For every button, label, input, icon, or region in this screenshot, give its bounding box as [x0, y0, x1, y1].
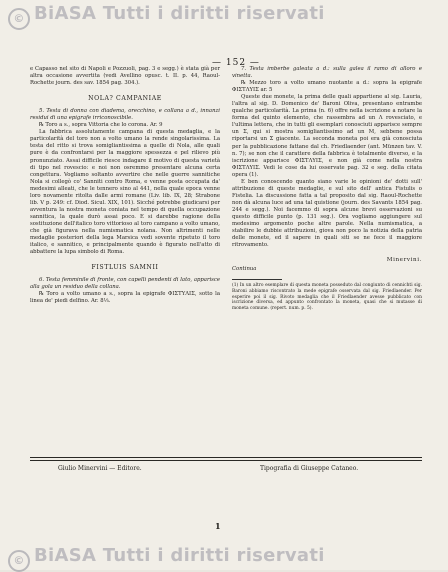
paragraph: ℞ Mezzo toro a volto umano nuotante a d.: sopra la epigrafe ΦΙΣΤΛΥΙΣ ar. 5 — [232, 80, 422, 94]
paragraph: ℞ Toro a s., sopra Vittoria che lo corona. Ar. 9 — [39, 122, 163, 129]
section-heading: NOLA? CAMPANIAE — [88, 95, 162, 103]
footer-editor: Giulio Minervini — Editore. — [58, 465, 142, 472]
watermark-bottom — [8, 545, 325, 572]
continua-label: Continua — [232, 266, 257, 273]
left-column — [30, 66, 220, 305]
section-heading: FISTLUIS SAMNII — [91, 264, 159, 272]
paragraph: ℞ Toro a volto umano a s., sopra la epigrafe ΦΙΣΤΥΛΙΣ, sotto la linea de' piedi delfino. Ar. 8⅓. — [30, 291, 220, 305]
library-logo-icon: © — [8, 8, 30, 30]
watermark-text: BiASA Tutti i diritti riservati — [34, 3, 325, 24]
author-signature: Minervini. — [386, 257, 422, 264]
footnote: (1) In un altro esemplare di questa moneta posseduto dal congiunto di cennichti sig. Baroni abbiamo riscontrato la mede epigrafe osservata dal sig. Friedlaender. Per esperire poi il sig. Rivoto medaglia che il Friedlaender avesse pubblicato con iscrizione diversa, ed appunto confrontato la moneta, quasi che si mutasse di moneta comune. (repert. num. p. 5). — [232, 283, 422, 311]
paragraph: La fabbrica assolutamente campana di questa medaglia, e la particolarità del toro non a volto umano la rende singolarissima. La testa del ritto si trova somigliantissima a quelle di Nola, alle quali pure è da confrontarsi per la maggiore spessezza e pel rilievo più pronunziato. Assai difficile riesce indagare il motivo di questa varietà di tipo nel rovescio: e noi non osremmo presentare alcuna certa congettura. Vogliamo soltanto avvertire che nelle guerre sannitiche Nola si collegò co' Sanniti contro Roma, e venne posta occupata da' medesimi alleati, che le tennero sino al 441, nella quale epoca venne loro novamente ritolta dalle armi romane (Liv. lib. IX, 28; Strabone lib. V p. 249: cf. Diod. Sicul. XIX, 101). Sicché potrebbe giudicarsi per avventura la nostra moneta coniata nel tempo di quella occupazione sannitica, la quale durò assai poco. E si darebbe ragione della sostituzione dell'italico toro vittorioso al toro campano a volto umano, che già figurava nella numismatica nolana. Non altrimenti nelle medaglie posteriori della lega Marsica vedi sovente ripetuto il toro italico, e sannitico, e principalmente quando è figurato nell'atto di abbattere la lupa simbolo di Roma. — [30, 129, 220, 256]
bottom-mark: 1 — [215, 521, 221, 531]
library-logo-icon: © — [8, 550, 30, 572]
paragraph: e Capasso nel sito di Napoli e Pozzuoli, pag. 3 e segg.) è stata già per altra occasione avvertita (vedi Avellino opusc. t. II. p. 44, Raoul-Rochette journ. des sav. 1854 pag. 304.). — [30, 66, 220, 87]
footnote-divider — [232, 279, 282, 280]
footer-rule — [30, 460, 422, 461]
footer-printer: Tipografia di Giuseppe Cataneo. — [260, 465, 359, 472]
footer-rule — [30, 457, 422, 458]
paragraph: E ben conoscendo quanto siano varie le opinioni de' dotti sull' attribuzione di queste medaglie, e sul sito dell' antica Fistulis o Fistelia. La discussione fatta a tal proposito dal sig. Raoul-Rochette non dà alcuna luce ad una tal quistione (journ. des Savants 1854 pag. 244 e segg.). Noi facemmo di sopra alcune brevi osservazioni su questo difficile punto (p. 131 seg.). Ora vogliamo aggiungere sul medesimo argomento poche altre parole. Nella numismatica, a stabilire le dubbie attribuzioni, giova non poco la notizia della patria delle monete, ed il sapere in quali siti se ne fece il maggiore ritrovamento. — [232, 178, 422, 249]
page-number: — 152 — — [212, 58, 260, 68]
right-column — [232, 66, 422, 311]
paragraph: 5. Testa di donna con diadema, orecchino, e collana a d., innanzi residui di una epigrafe irriconoscibile. — [30, 108, 220, 122]
paragraph: 6. Testa femminile di fronte, con capelli pendenti di lato, apparisce alla gola un residuo della collana. — [30, 277, 220, 291]
paragraph: Queste due monete, la prima delle quali appartiene al sig. Lauria, l'altra al sig. D. Domenico de' Baroni Oliva, presentano entrambe qualche particolarità. La prima (n. 6) offre nella iscrizione a notare la forma del quinto elemento, che rassembra ad un Λ rovesciato, e l'ultima lettera, che in tutti gli esemplari conosciuti apparisce sempre un Σ, qui si mostra somigliantissimo ad un M, sebbene possa riportarsi un Σ giacente. La seconda moneta poi era già conosciuta per la pubblicazione fattane dal ch. Friedlaender (ant. Münzen tav. V. n. 7); se non che il carattere della fabbrica è totalmente diverso, e la iscrizione apparisce ΦΙΣΤΛΥΙΣ, e non già come nella nostra ΦΙΣΤΛΥΙΣ. Vedi le cose da lui osservate pag. 32 e seg. della citata opera (1). — [232, 94, 422, 178]
paragraph: 7. Testa imberbe galeata a d.: sulla galea il ramo di alloro e vinetta. — [232, 66, 422, 80]
watermark-text: BiASA Tutti i diritti riservati — [34, 545, 325, 566]
watermark-top — [8, 3, 325, 30]
